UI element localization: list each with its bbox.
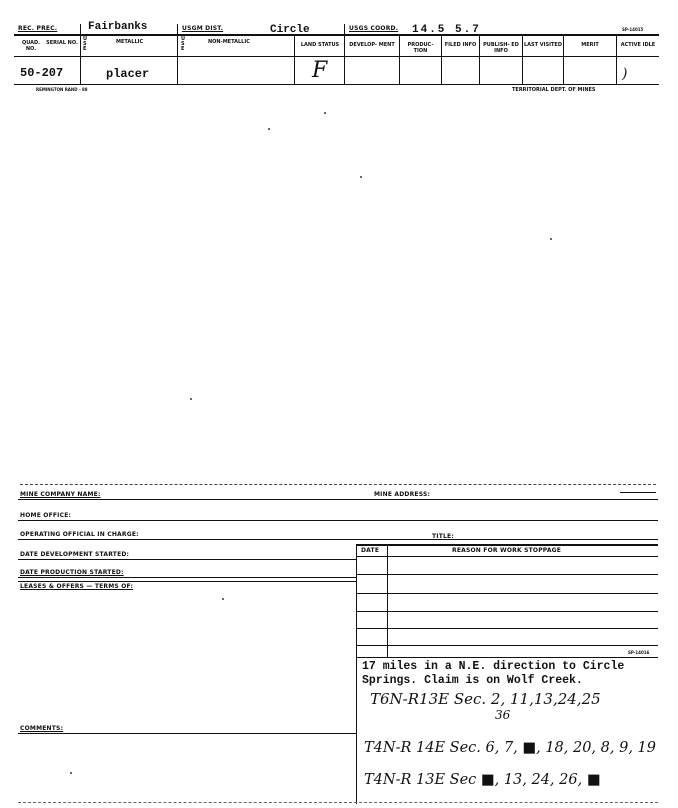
mine-company-name-label: MINE COMPANY NAME:: [20, 491, 101, 498]
col-sep: [177, 24, 178, 84]
rule-comments: [18, 733, 356, 734]
nonmetallic-header: NON-METALLIC: [208, 39, 250, 45]
territorial-footer: TERRITORIAL DEPT. OF MINES: [512, 87, 596, 93]
merit-header: MERIT: [581, 42, 599, 48]
scan-speck: [70, 772, 72, 774]
rec-prec-label: REC. PREC.: [18, 25, 58, 32]
metallic-value: placer: [106, 67, 150, 81]
col-sep: [522, 35, 523, 84]
rule-dev: [18, 559, 356, 560]
card-top-edge: [20, 484, 656, 485]
table-header-rule: [356, 556, 658, 557]
col-sep: [441, 35, 442, 84]
land-status-header: LAND STATUS: [300, 42, 340, 48]
comments-label: COMMENTS:: [20, 725, 64, 732]
usgs-coord-value: 14.5 5.7: [412, 24, 481, 36]
col-sep: [616, 35, 617, 84]
usgs-coord-label: USGS COORD.: [349, 25, 399, 32]
form-code-bottom: SP-14016: [628, 650, 650, 655]
rule-stoppage-top: [356, 544, 658, 546]
card-bottom-edge: [18, 802, 658, 803]
scan-speck: [550, 238, 552, 240]
handwritten-line-2: T4N-R 14E Sec. 6, 7, ■, 18, 20, 8, 9, 19: [364, 740, 656, 756]
scan-speck: [190, 398, 192, 400]
scan-speck: [360, 176, 362, 178]
col-sep: [344, 24, 345, 84]
card-edge-mark: [620, 492, 656, 493]
usgm-dist-value: Circle: [270, 24, 310, 36]
metallic-header: METALLIC: [116, 39, 144, 45]
form-code-top: SP-14015: [622, 27, 644, 32]
use-letters-metallic: U S E: [83, 36, 88, 52]
scan-speck: [324, 112, 326, 114]
notes-left-border: [356, 658, 357, 804]
col-sep: [294, 35, 295, 84]
rule-official: [18, 539, 658, 540]
quad-no-header: QUAD. NO.: [21, 40, 41, 52]
col-sep: [479, 35, 480, 84]
row-bottom-rule: [14, 84, 659, 85]
active-idle-header: ACTIVE IDLE: [620, 42, 656, 48]
serial-no-header: SERIAL NO.: [46, 40, 78, 46]
title-label: TITLE:: [432, 533, 454, 540]
table-row-rule: [356, 593, 658, 594]
active-idle-value: ): [622, 66, 628, 82]
mine-address-label: MINE ADDRESS:: [374, 491, 431, 498]
home-office-label: HOME OFFICE:: [20, 512, 72, 519]
date-production-label: DATE PRODUCTION STARTED:: [20, 569, 124, 576]
table-bottom-rule: [356, 657, 658, 658]
remington-footer: REMINGTON RAND - 88: [36, 87, 88, 92]
date-development-label: DATE DEVELOPMENT STARTED:: [20, 551, 130, 558]
development-header: DEVELOP- MENT: [349, 42, 395, 48]
filed-info-header: FILED INFO: [444, 42, 477, 48]
handwritten-line-3: T4N-R 13E Sec ■, 13, 24, 26, ■: [364, 772, 601, 788]
table-row-rule: [356, 645, 658, 646]
scan-speck: [268, 128, 270, 130]
stoppage-reason-header: REASON FOR WORK STOPPAGE: [452, 547, 562, 554]
published-info-header: PUBLISH- ED INFO: [483, 42, 519, 54]
rec-prec-value: Fairbanks: [88, 21, 148, 33]
last-visited-header: LAST VISITED: [524, 42, 562, 48]
rule-prod: [18, 577, 356, 578]
land-status-value: F: [312, 58, 328, 83]
usgm-dist-label: USGM DIST.: [182, 25, 224, 32]
typed-note-line-2: Springs. Claim is on Wolf Creek.: [362, 674, 583, 687]
stoppage-date-header: DATE: [361, 547, 380, 554]
table-left-border: [356, 544, 357, 658]
typed-note-line-1: 17 miles in a N.E. direction to Circle: [362, 660, 625, 673]
quad-serial-value: 50-207: [20, 66, 64, 80]
col-sep: [399, 35, 400, 84]
rule-company: [18, 499, 658, 500]
col-sep: [80, 24, 81, 84]
rule-home-office: [18, 520, 658, 521]
table-date-sep: [387, 544, 388, 658]
leases-offers-label: LEASES & OFFERS — TERMS OF:: [20, 583, 134, 590]
table-row-rule: [356, 628, 658, 629]
table-row-rule: [356, 574, 658, 575]
handwritten-line-1: T6N-R13E Sec. 2, 11,13,24,25: [370, 690, 601, 708]
use-letters-nonmetallic: U S E: [181, 36, 186, 52]
scan-speck: [222, 598, 224, 600]
rule-prod-2: [18, 581, 356, 582]
handwritten-line-1b: 36: [495, 708, 511, 722]
col-sep: [563, 35, 564, 84]
table-row-rule: [356, 611, 658, 612]
operating-official-label: OPERATING OFFICIAL IN CHARGE:: [20, 531, 139, 538]
production-header: PRODUC- TION: [407, 42, 434, 54]
